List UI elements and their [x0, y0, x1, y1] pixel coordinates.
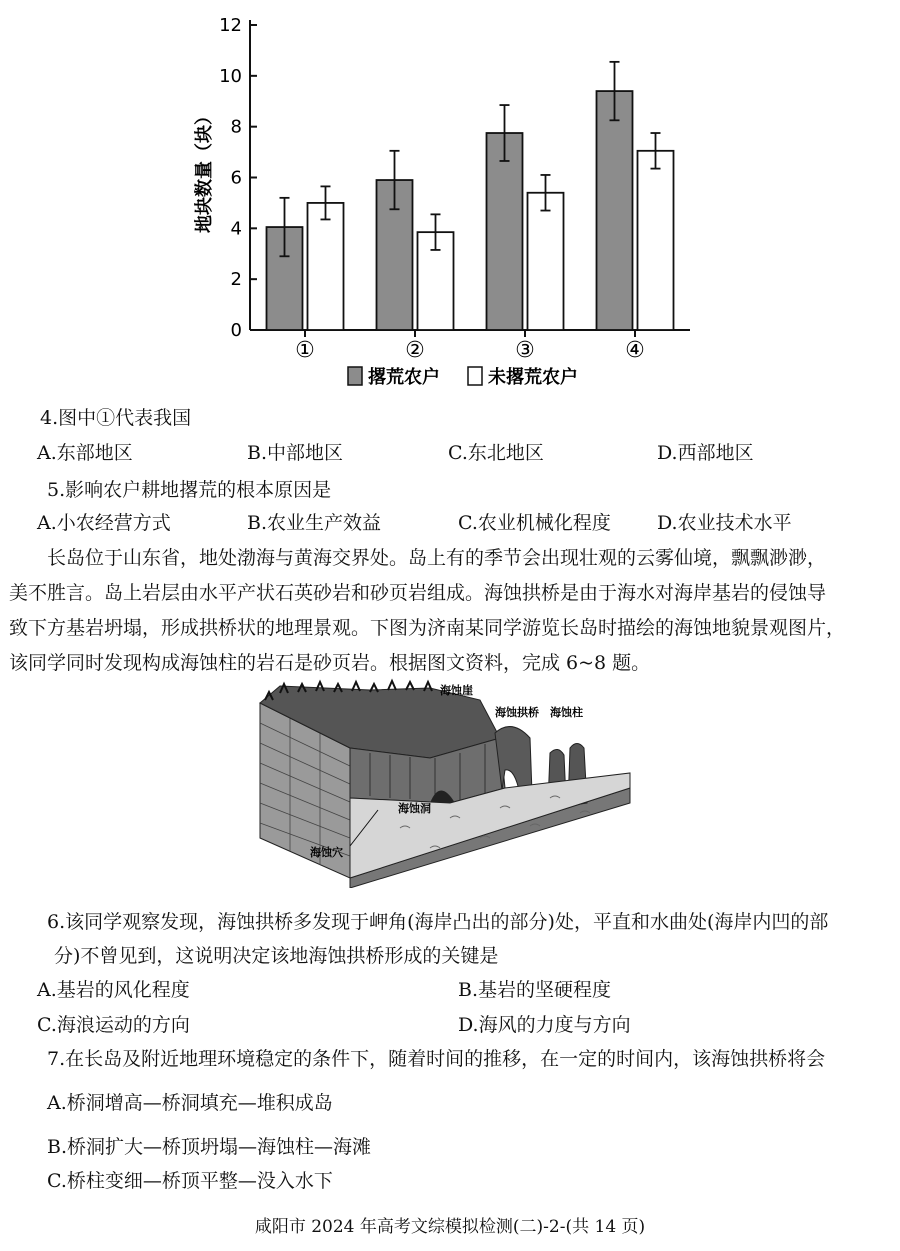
- q6-option-d: D.海风的力度与方向: [458, 1014, 631, 1036]
- passage-line-2: 美不胜言。岛上岩层由水平产状石英砂岩和砂页岩组成。海蚀拱桥是由于海水对海岸基岩的侵蚀导: [9, 582, 827, 604]
- q6-stem-line-1: 6.该同学观察发现，海蚀拱桥多发现于岬角(海岸凸出的部分)处，平直和水曲处(海岸内凹的部: [47, 911, 829, 933]
- bar-not-abandoned-4: [638, 151, 674, 330]
- y-tick-label: 8: [230, 116, 242, 138]
- q4-option-b: B.中部地区: [247, 442, 344, 464]
- label-sea-stack: 海蚀柱: [550, 706, 583, 719]
- q7-option-a: A.桥洞增高—桥洞填充—堆积成岛: [47, 1092, 333, 1114]
- chart-bars: [267, 62, 674, 330]
- bar-abandoned-4: [597, 91, 633, 330]
- q5-stem: 5.影响农户耕地撂荒的根本原因是: [47, 479, 332, 501]
- q4-option-d: D.西部地区: [657, 442, 754, 464]
- label-sea-cave: 海蚀洞: [398, 802, 431, 815]
- bar-abandoned-3: [487, 133, 523, 330]
- y-tick-label: 12: [219, 15, 242, 36]
- label-sea-notch: 海蚀穴: [310, 846, 343, 859]
- q5-option-d: D.农业技术水平: [657, 512, 792, 534]
- page-footer: 咸阳市 2024 年高考文综模拟检测(二)-2-(共 14 页): [254, 1217, 646, 1237]
- y-tick-label: 6: [230, 167, 242, 189]
- y-tick-label: 4: [230, 218, 242, 240]
- y-tick-label: 2: [230, 269, 242, 291]
- legend-label-not-abandoned: 未撂荒农户: [488, 367, 578, 388]
- q6-stem-line-2: 分)不曾见到，这说明决定该地海蚀拱桥形成的关键是: [54, 945, 499, 967]
- q6-option-b: B.基岩的坚硬程度: [458, 979, 612, 1001]
- y-tick-label: 10: [219, 65, 242, 87]
- bar-not-abandoned-1: [308, 203, 344, 330]
- q5-option-b: B.农业生产效益: [247, 512, 382, 534]
- x-tick-label: ②: [405, 338, 425, 363]
- passage-line-4: 该同学同时发现构成海蚀柱的岩石是砂页岩。根据图文资料，完成 6~8 题。: [9, 652, 651, 674]
- q4-option-a: A.东部地区: [37, 442, 133, 464]
- q7-option-b: B.桥洞扩大—桥顶坍塌—海蚀柱—海滩: [47, 1136, 372, 1158]
- legend-swatch-abandoned: [348, 367, 362, 385]
- q4-stem: 4.图中①代表我国: [40, 407, 192, 429]
- label-sea-cliff: 海蚀崖: [440, 684, 473, 697]
- legend-swatch-not-abandoned: [468, 367, 482, 385]
- passage-line-1: 长岛位于山东省，地处渤海与黄海交界处。岛上有的季节会出现壮观的云雾仙境，飘飘渺渺，: [47, 547, 827, 569]
- q6-option-a: A.基岩的风化程度: [37, 979, 190, 1001]
- x-tick-label: ①: [295, 338, 315, 363]
- y-axis-label: 地块数量（块）: [194, 107, 215, 233]
- sea-erosion-landform-diagram: [250, 678, 640, 888]
- x-tick-label: ④: [625, 338, 645, 363]
- x-tick-label: ③: [515, 338, 535, 363]
- chart-legend: [348, 366, 578, 388]
- legend-label-abandoned: 撂荒农户: [368, 367, 440, 388]
- bar-not-abandoned-3: [528, 193, 564, 330]
- q5-option-a: A.小农经营方式: [37, 512, 171, 534]
- passage-line-3: 致下方基岩坍塌，形成拱桥状的地理景观。下图为济南某同学游览长岛时描绘的海蚀地貌景观图片，: [9, 617, 846, 639]
- label-sea-arch: 海蚀拱桥: [495, 706, 539, 719]
- q4-option-c: C.东北地区: [448, 442, 544, 464]
- q5-option-c: C.农业机械化程度: [458, 512, 611, 534]
- q6-option-c: C.海浪运动的方向: [37, 1014, 190, 1036]
- q7-stem: 7.在长岛及附近地理环境稳定的条件下，随着时间的推移，在一定的时间内，该海蚀拱桥将会: [47, 1048, 826, 1070]
- bar-chart: [190, 0, 710, 395]
- q7-option-c: C.桥柱变细—桥顶平整—没入水下: [47, 1170, 333, 1192]
- y-tick-label: 0: [230, 320, 242, 341]
